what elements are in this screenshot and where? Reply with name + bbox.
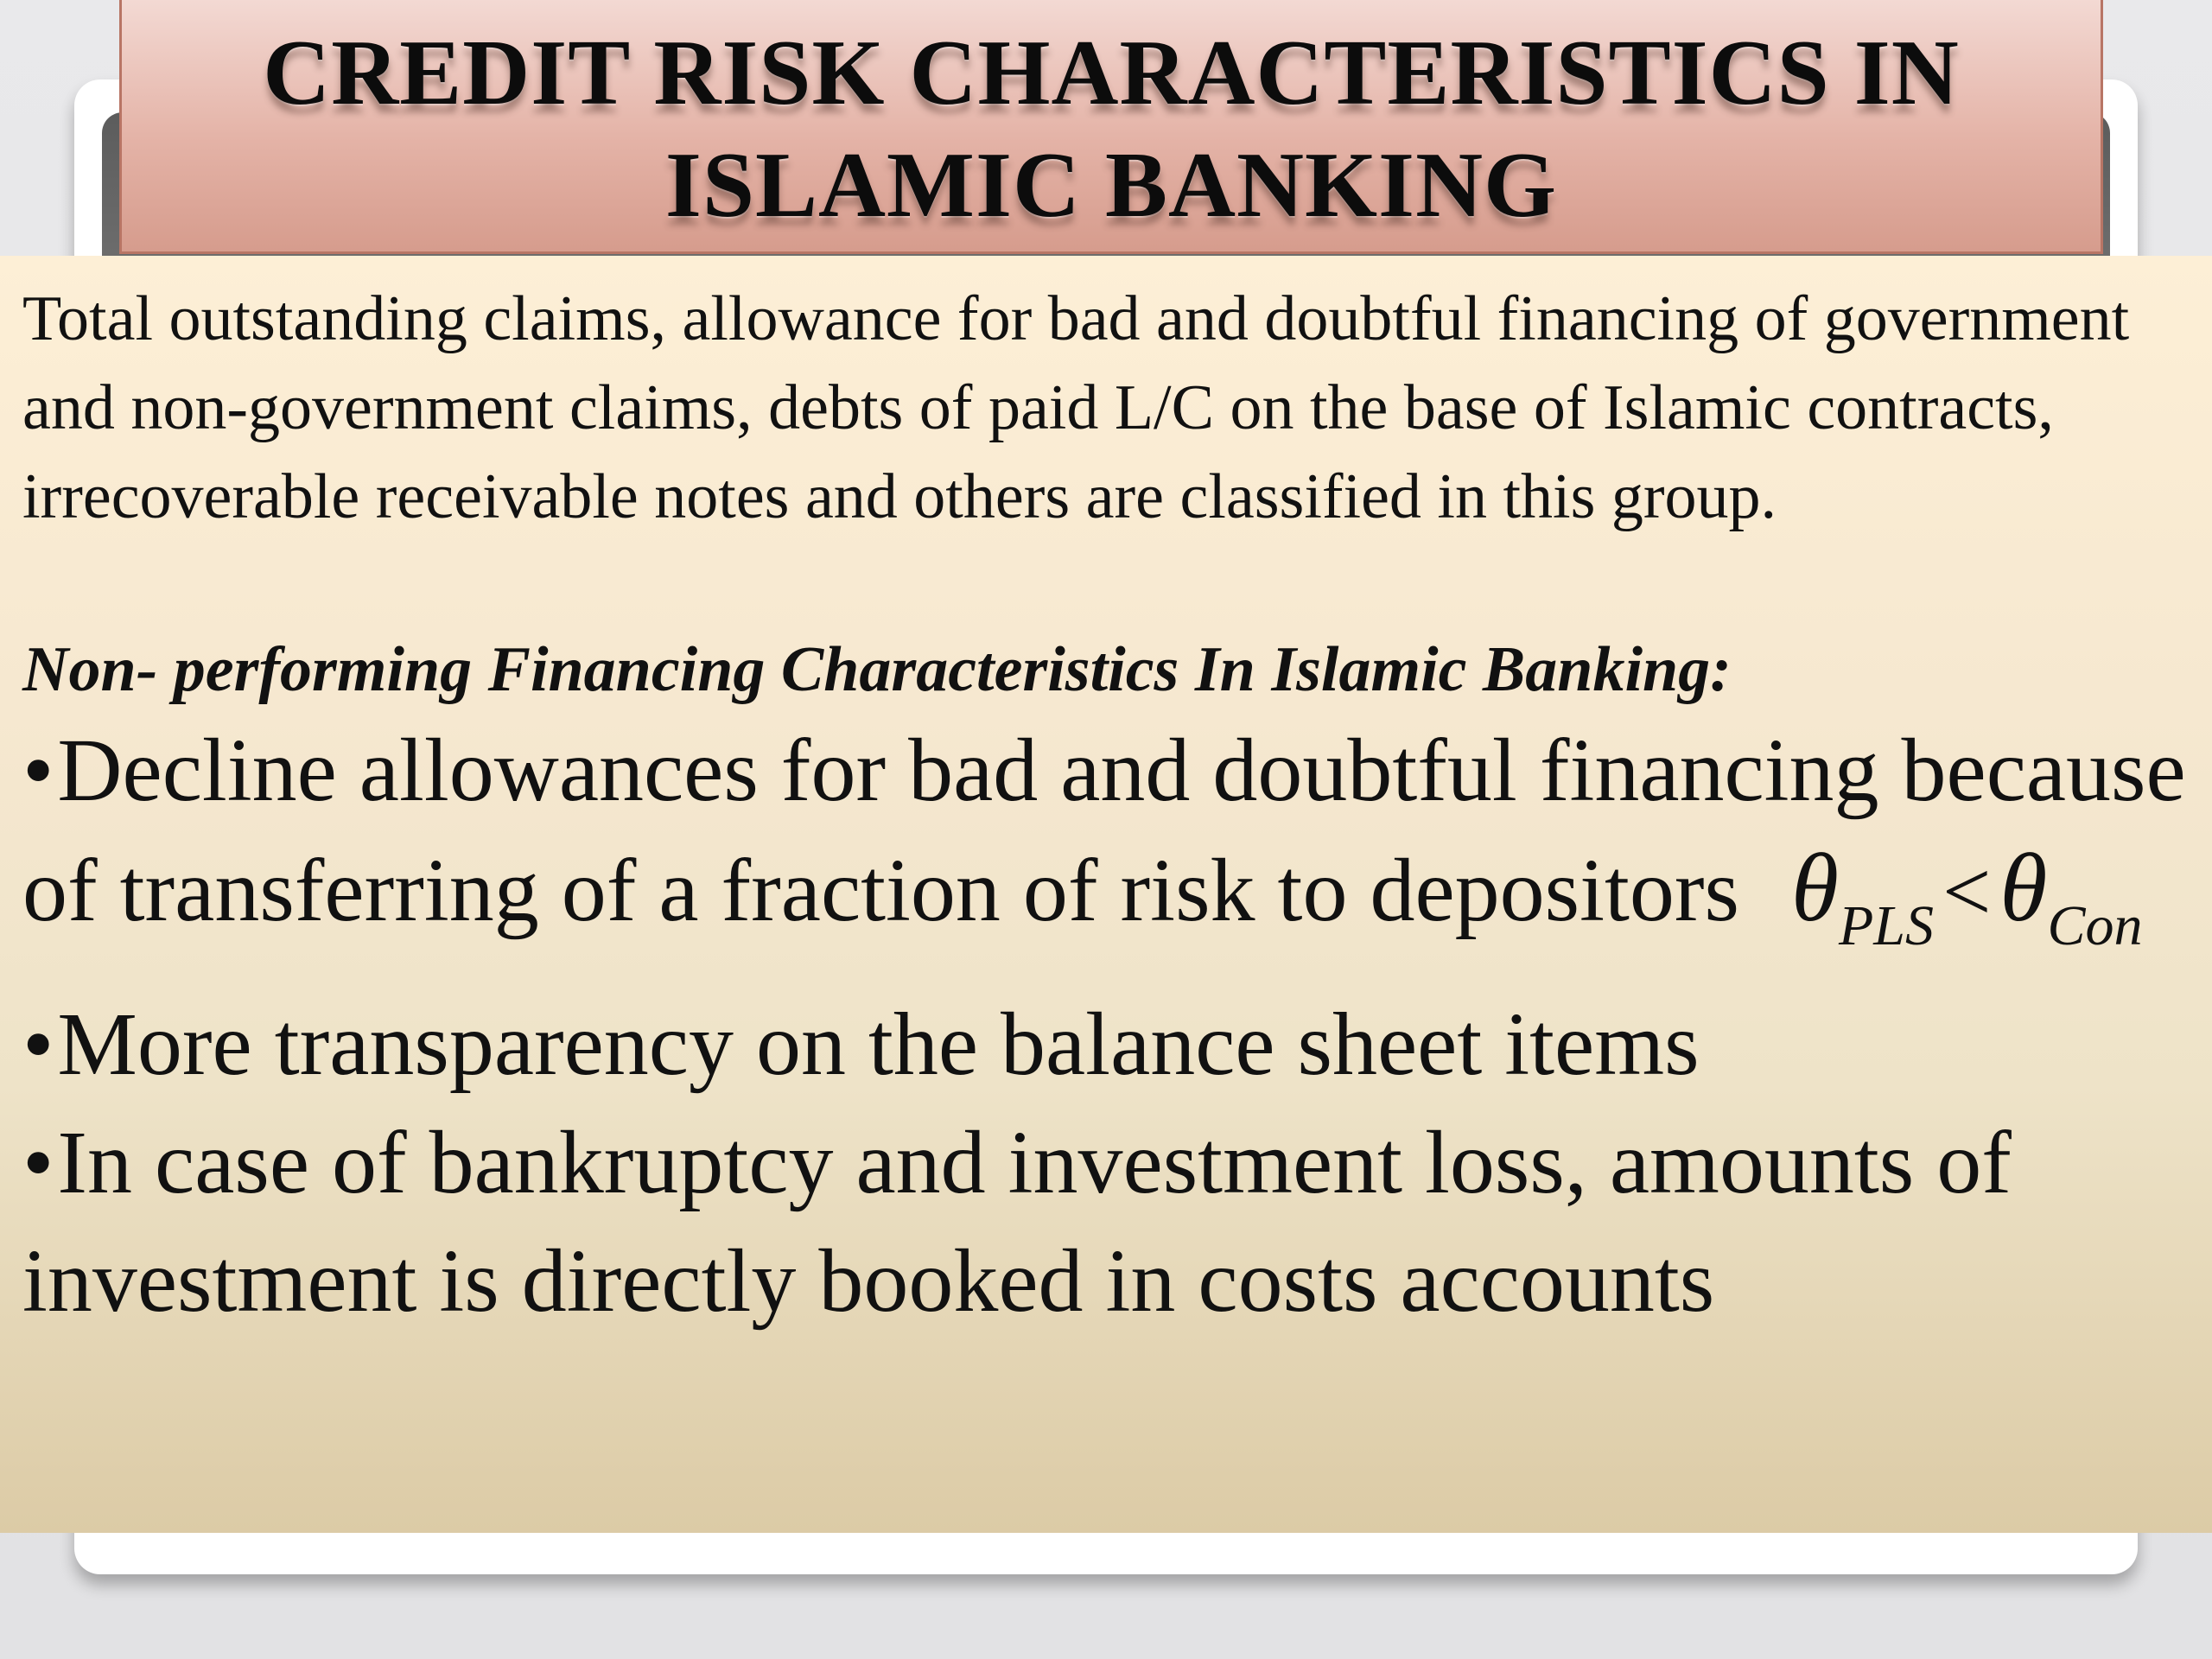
bullet-marker: • — [22, 1113, 54, 1212]
formula-right-symbol: θ — [1999, 835, 2048, 942]
bullet-text: More transparency on the balance sheet items — [57, 995, 1700, 1094]
title-line-2: ISLAMIC BANKING — [664, 133, 1558, 237]
bullet-item — [22, 711, 2190, 985]
formula-left-subscript: PLS — [1838, 894, 1935, 957]
intro-paragraph: Total outstanding claims, allowance for bad and doubtful financing of government and non-government claims, debts of paid L/C on the base of Islamic contracts, irrecoverable receivable notes and others are classified in this group. — [22, 283, 2130, 532]
bullet-text: In case of bankruptcy and investment loss, amounts of investment is directly booked in costs accounts — [22, 1113, 2012, 1331]
slide-title — [263, 17, 1960, 242]
content-area — [0, 256, 2212, 1533]
title-line-1: CREDIT RISK CHARACTERISTICS IN — [263, 21, 1960, 124]
bullet-item — [22, 985, 2190, 1103]
formula-right-subscript: Con — [2047, 894, 2143, 957]
title-banner — [119, 0, 2103, 254]
formula-left-symbol: θ — [1790, 835, 1839, 942]
bullet-item — [22, 1103, 2190, 1340]
bullet-text: Decline allowances for bad and doubtful financing because of transferring of a fraction of risk to depositors — [22, 721, 2186, 940]
bullet-marker: • — [22, 721, 54, 820]
subheading: Non- performing Financing Characteristics In Islamic Banking: — [22, 634, 1732, 705]
formula — [1790, 835, 2143, 957]
bullet-marker: • — [22, 995, 54, 1094]
bullet-list — [22, 711, 2190, 1340]
formula-operator: < — [1942, 843, 1992, 939]
